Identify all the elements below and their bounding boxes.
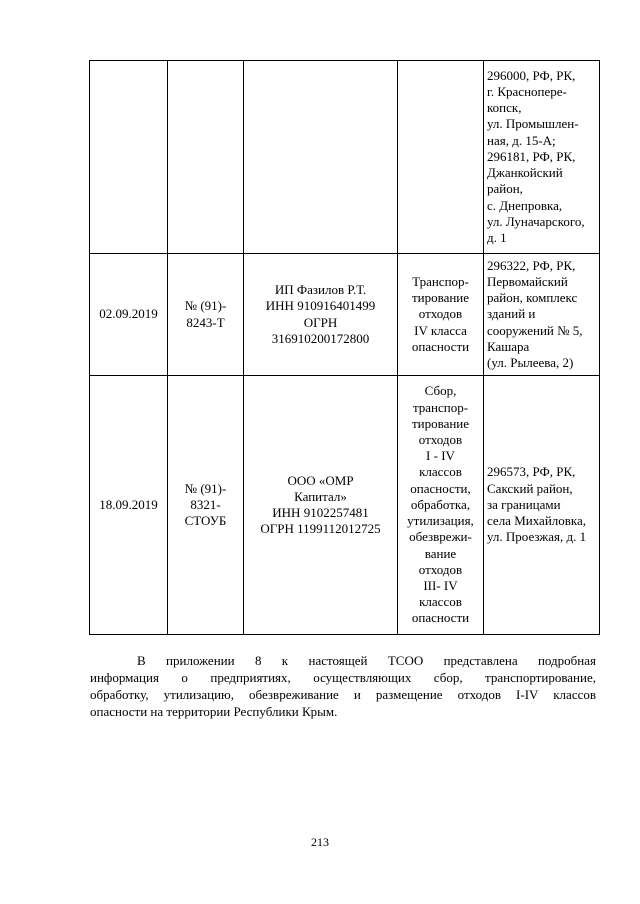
address-line: 296573, РФ, РК, (487, 464, 576, 480)
license-number-line: № (91)- (184, 298, 227, 314)
activity-cell (398, 61, 484, 254)
address-line: копск, (487, 100, 522, 116)
activity-line: Транспор- (412, 273, 469, 289)
address-cell (484, 61, 600, 254)
activity-line: IV класса (414, 322, 467, 338)
organization-cell (244, 254, 398, 376)
license-number-line: 8243-Т (186, 314, 225, 330)
address-line: за границами (487, 496, 561, 512)
activity-line: тирование (411, 415, 470, 431)
paragraph-line: информация о предприятиях, осуществляющих сбор, транспортирование, (90, 670, 596, 685)
license-number-line: № (91)- (184, 480, 227, 496)
address-line: Первомайский (487, 273, 568, 289)
activity-line: III- IV (423, 577, 458, 593)
activity-line: обработка, (410, 496, 471, 512)
address-line: 296181, РФ, РК, (487, 148, 576, 164)
paragraph-line: обработку, утилизацию, обезвреживание и размещение отходов I-IV классов (90, 687, 596, 702)
date-cell: 02.09.2019 (90, 254, 168, 376)
address-line: район, комплекс (487, 290, 578, 306)
date-cell (90, 61, 168, 254)
address-line: села Михайловка, (487, 513, 587, 529)
body-paragraph (90, 652, 596, 720)
page-number: 213 (311, 835, 329, 849)
paragraph-line: В приложении 8 к настоящей ТСОО представлена подробная (137, 653, 596, 668)
table-row (90, 61, 600, 254)
organization-line: ОГРН 1199112012725 (260, 521, 381, 537)
address-cell (484, 376, 600, 635)
organization-line: ОГРН (303, 314, 338, 330)
address-line: д. 1 (487, 229, 507, 245)
activity-line: отходов (418, 432, 463, 448)
activity-line: тирование (411, 290, 470, 306)
table-row (90, 376, 600, 635)
license-number-cell (168, 376, 244, 635)
activity-line: опасности (411, 610, 470, 626)
license-number-line: СТОУБ (184, 513, 227, 529)
activity-line: Сбор, (424, 383, 457, 399)
activity-line: I - IV (426, 448, 455, 464)
address-line: ул. Проезжая, д. 1 (487, 529, 587, 545)
address-line: ная, д. 15-А; (487, 132, 556, 148)
address-line: Сакский район, (487, 480, 573, 496)
address-line: ул. Промышлен- (487, 116, 579, 132)
table-row (90, 254, 600, 376)
activity-line: утилизация, (407, 513, 474, 529)
activity-line: опасности, (410, 480, 471, 496)
activity-line: отходов (418, 561, 463, 577)
license-number-cell (168, 254, 244, 376)
organization-line: 316910200172800 (271, 330, 370, 346)
activity-line: транспор- (412, 399, 469, 415)
license-number-line: 8321- (190, 496, 221, 512)
activity-line: обезврежи- (409, 529, 472, 545)
address-line: 296000, РФ, РК, (487, 67, 576, 83)
activity-line: классов (419, 464, 462, 480)
organization-line: ИНН 910916401499 (265, 298, 376, 314)
address-line: район, (487, 181, 523, 197)
organization-line: ООО «ОМР (287, 472, 354, 488)
address-line: (ул. Рылеева, 2) (487, 355, 574, 370)
organization-cell (244, 376, 398, 635)
address-line: сооружений № 5, (487, 322, 583, 338)
organization-cell (244, 61, 398, 254)
address-line: ул. Луначарского, (487, 213, 585, 229)
activity-line: опасности (411, 338, 470, 354)
activity-line: вание (424, 545, 457, 561)
address-line: с. Днепровка, (487, 197, 563, 213)
waste-operators-table (89, 60, 600, 635)
organization-line: ИП Фазилов Р.Т. (274, 282, 367, 298)
activity-cell (398, 376, 484, 635)
activity-line: отходов (418, 306, 463, 322)
organization-line: ИНН 9102257481 (272, 505, 369, 520)
date-cell: 18.09.2019 (90, 376, 168, 635)
address-cell (484, 254, 600, 376)
organization-line: Капитал» (294, 488, 347, 504)
address-line: Кашара (487, 338, 530, 354)
paragraph-line: опасности на территории Республики Крым. (90, 704, 338, 719)
activity-line: классов (419, 594, 462, 610)
activity-cell (398, 254, 484, 376)
license-number-cell (168, 61, 244, 254)
address-line: 296322, РФ, РК, (487, 257, 576, 273)
address-line: г. Красноперe- (487, 84, 567, 100)
address-line: зданий и (487, 306, 536, 322)
address-line: Джанкойский (487, 165, 563, 181)
